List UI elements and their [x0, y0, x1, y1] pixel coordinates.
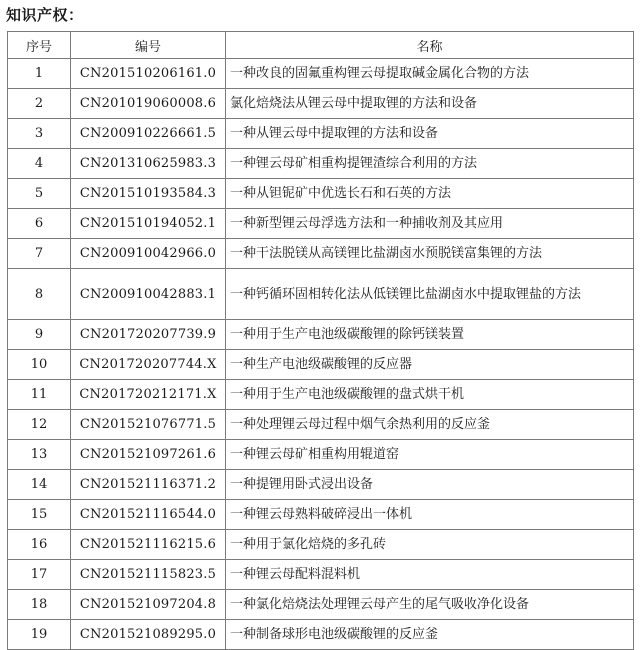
row-index: 9	[8, 320, 71, 350]
patent-name: 一种新型锂云母浮选方法和一种捕收剂及其应用	[226, 209, 634, 239]
table-row	[8, 530, 634, 560]
patent-number: CN201521076771.5	[71, 410, 226, 440]
section-heading: 知识产权：	[6, 6, 84, 24]
patent-number: CN201510193584.3	[71, 179, 226, 209]
patent-name: 一种干法脱镁从高镁锂比盐湖卤水预脱镁富集锂的方法	[226, 239, 634, 269]
patent-name: 一种锂云母熟料破碎浸出一体机	[226, 500, 634, 530]
patent-name: 一种用于生产电池级碳酸锂的盘式烘干机	[226, 380, 634, 410]
patent-name: 一种用于氯化焙烧的多孔砖	[226, 530, 634, 560]
patent-table	[7, 31, 634, 650]
row-index: 7	[8, 239, 71, 269]
patent-name: 氯化焙烧法从锂云母中提取锂的方法和设备	[226, 89, 634, 119]
patent-name: 一种生产电池级碳酸锂的反应器	[226, 350, 634, 380]
row-index: 5	[8, 179, 71, 209]
row-index: 17	[8, 560, 71, 590]
row-index: 11	[8, 380, 71, 410]
patent-number: CN201521116544.0	[71, 500, 226, 530]
row-index: 6	[8, 209, 71, 239]
row-index: 13	[8, 440, 71, 470]
patent-name: 一种锂云母矿相重构提锂渣综合利用的方法	[226, 149, 634, 179]
table-row	[8, 620, 634, 650]
patent-number: CN201521089295.0	[71, 620, 226, 650]
patent-name: 一种钙循环固相转化法从低镁锂比盐湖卤水中提取锂盐的方法	[226, 269, 634, 320]
table-row	[8, 380, 634, 410]
patent-number: CN201521115823.5	[71, 560, 226, 590]
table-row	[8, 470, 634, 500]
patent-name: 一种改良的固氟重构锂云母提取碱金属化合物的方法	[226, 59, 634, 89]
table-row	[8, 89, 634, 119]
row-index: 10	[8, 350, 71, 380]
patent-number: CN201720207739.9	[71, 320, 226, 350]
table-row	[8, 179, 634, 209]
header-name: 名称	[226, 32, 634, 59]
patent-number: CN201510206161.0	[71, 59, 226, 89]
patent-name: 一种制备球形电池级碳酸锂的反应釜	[226, 620, 634, 650]
patent-number: CN201510194052.1	[71, 209, 226, 239]
header-index: 序号	[8, 32, 71, 59]
table-row	[8, 500, 634, 530]
table-row	[8, 410, 634, 440]
patent-name: 一种用于生产电池级碳酸锂的除钙镁装置	[226, 320, 634, 350]
patent-name: 一种从钽铌矿中优选长石和石英的方法	[226, 179, 634, 209]
table-row	[8, 350, 634, 380]
patent-number: CN201521097261.6	[71, 440, 226, 470]
patent-number: CN200910226661.5	[71, 119, 226, 149]
patent-name: 一种处理锂云母过程中烟气余热利用的反应釜	[226, 410, 634, 440]
patent-number: CN201019060008.6	[71, 89, 226, 119]
row-index: 2	[8, 89, 71, 119]
table-row	[8, 209, 634, 239]
patent-number: CN200910042966.0	[71, 239, 226, 269]
row-index: 14	[8, 470, 71, 500]
header-number: 编号	[71, 32, 226, 59]
patent-name: 一种从锂云母中提取锂的方法和设备	[226, 119, 634, 149]
row-index: 4	[8, 149, 71, 179]
patent-number: CN201310625983.3	[71, 149, 226, 179]
table-row	[8, 320, 634, 350]
table-row	[8, 269, 634, 320]
table-row	[8, 440, 634, 470]
table-row	[8, 560, 634, 590]
table-row	[8, 119, 634, 149]
row-index: 3	[8, 119, 71, 149]
patent-number: CN201521116215.6	[71, 530, 226, 560]
row-index: 18	[8, 590, 71, 620]
row-index: 16	[8, 530, 71, 560]
patent-number: CN200910042883.1	[71, 269, 226, 320]
table-row	[8, 59, 634, 89]
row-index: 15	[8, 500, 71, 530]
table-row	[8, 590, 634, 620]
table-body	[8, 59, 634, 650]
patent-name: 一种提锂用卧式浸出设备	[226, 470, 634, 500]
row-index: 19	[8, 620, 71, 650]
patent-name: 一种氯化焙烧法处理锂云母产生的尾气吸收净化设备	[226, 590, 634, 620]
patent-number: CN201720212171.X	[71, 380, 226, 410]
patent-name: 一种锂云母配料混料机	[226, 560, 634, 590]
patent-number: CN201521097204.8	[71, 590, 226, 620]
patent-name: 一种锂云母矿相重构用辊道窑	[226, 440, 634, 470]
row-index: 12	[8, 410, 71, 440]
table-row	[8, 239, 634, 269]
patent-number: CN201720207744.X	[71, 350, 226, 380]
patent-number: CN201521116371.2	[71, 470, 226, 500]
row-index: 1	[8, 59, 71, 89]
table-header-row	[8, 32, 634, 59]
table-row	[8, 149, 634, 179]
row-index: 8	[8, 269, 71, 320]
